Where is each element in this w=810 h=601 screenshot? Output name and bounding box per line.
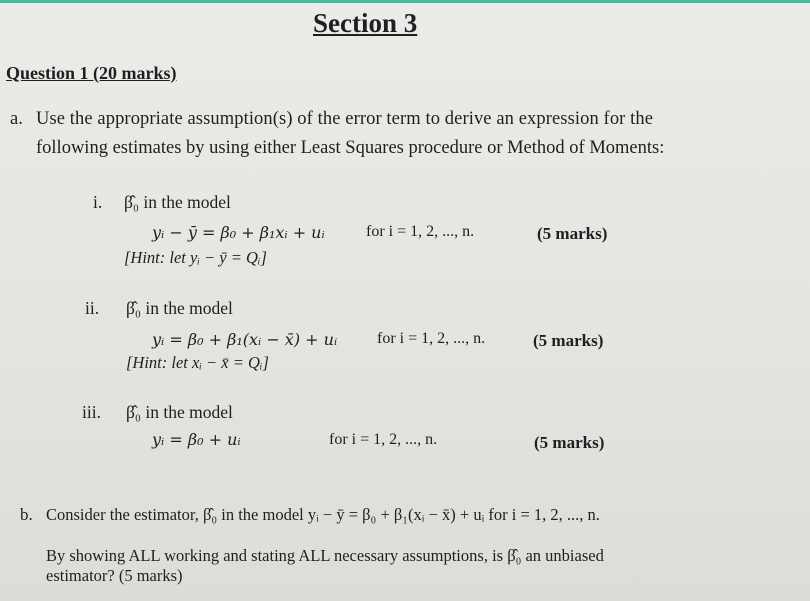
item-ii-hint: [Hint: let xᵢ − x̄ = Qᵢ] — [126, 353, 269, 372]
part-a-line-1: Use the appropriate assumption(s) of the error term to derive an expression for the — [36, 109, 654, 129]
item-iii-heading: β̂₀ in the model — [126, 402, 233, 422]
part-a-line-2: following estimates by using either Least Squares procedure or Method of Moments: — [36, 138, 665, 158]
part-b-line-3: estimator? (5 marks) — [46, 566, 183, 585]
item-i-hint: [Hint: let yᵢ − ȳ = Qᵢ] — [124, 248, 267, 267]
item-i-heading: β̂₀ in the model — [124, 192, 231, 212]
item-iii-marks: (5 marks) — [534, 433, 605, 452]
item-iii-equation: yᵢ = β₀ + uᵢ — [152, 430, 241, 449]
item-iii-number: iii. — [82, 402, 101, 422]
item-ii-marks: (5 marks) — [533, 331, 604, 350]
item-ii-number: ii. — [85, 298, 100, 318]
part-b-label: b. — [20, 505, 33, 524]
part-b-line-2: By showing ALL working and stating ALL necessary assumptions, is β̂₀ an unbiased — [46, 546, 604, 565]
question-title: Question 1 (20 marks) — [6, 63, 177, 83]
item-ii-heading: β̂₀ in the model — [126, 298, 233, 318]
item-i-marks: (5 marks) — [537, 224, 608, 243]
item-ii-range: for i = 1, 2, ..., n. — [377, 330, 486, 347]
item-ii-equation: yᵢ = β₀ + β₁(xᵢ − x̄) + uᵢ — [152, 330, 338, 349]
part-a-label: a. — [10, 109, 23, 129]
item-i-number: i. — [93, 192, 103, 212]
section-title: Section 3 — [313, 8, 418, 38]
document-page — [0, 3, 810, 601]
item-iii-range: for i = 1, 2, ..., n. — [329, 431, 438, 448]
part-b-line-1: Consider the estimator, β̂₀ in the model yᵢ − ȳ = β₀ + β₁(xᵢ − x̄) + uᵢ for i = 1, 2, ..., n. — [46, 505, 600, 524]
item-i-range: for i = 1, 2, ..., n. — [366, 223, 475, 240]
item-i-equation: yᵢ − ȳ = β₀ + β₁xᵢ + uᵢ — [152, 223, 325, 242]
